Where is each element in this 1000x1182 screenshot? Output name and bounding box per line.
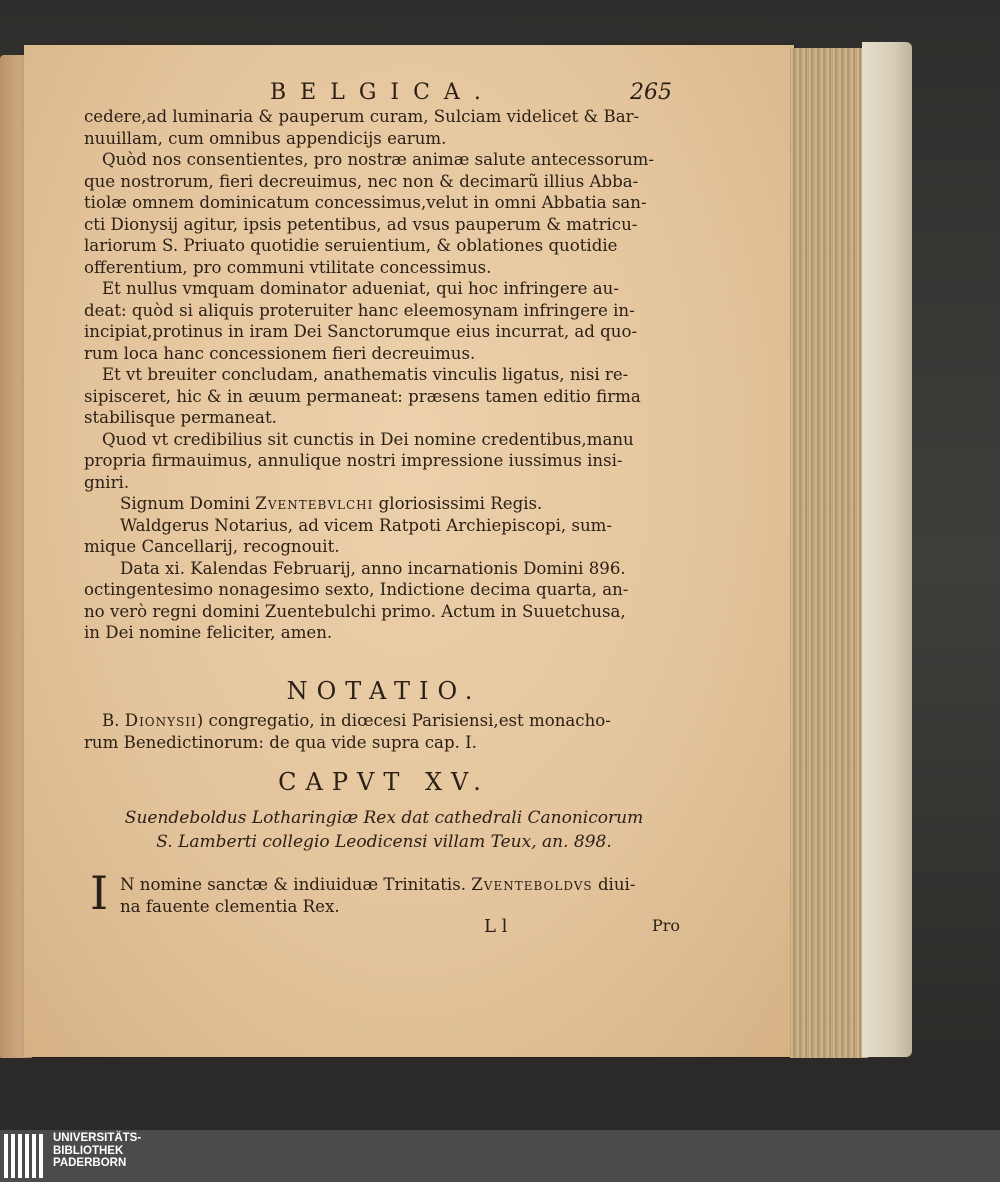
text-line: gniri.: [84, 472, 130, 492]
final-line-post: diui-: [597, 875, 636, 894]
text-line: in Dei nomine feliciter, amen.: [84, 623, 333, 642]
text-line: rum Benedictinorum: de qua vide supra cap. I.: [84, 732, 477, 752]
text-line: cedere,ad luminaria & pauperum curam, Sulciam videlicet & Bar-: [84, 107, 640, 126]
text-line: Et vt breuiter concludam, anathematis vinculis ligatus, nisi re-: [102, 365, 629, 384]
signum-pre: Signum Domini: [120, 494, 251, 513]
text-line: propria firmauimus, annulique nostri impressione iussimus insi-: [84, 451, 623, 470]
page-stack-edge: [790, 48, 868, 1058]
bottom-shadow: [0, 1058, 1000, 1130]
text-line: Quòd nos consentientes, pro nostræ animæ salute antecessorum-: [102, 150, 654, 169]
text-line: offerentium, pro communi vtilitate concessimus.: [84, 257, 492, 277]
notatio-name: Dionysii: [124, 711, 197, 730]
signature-mark: L l: [484, 916, 508, 937]
text-line: Et nullus vmquam dominator adueniat, qui hoc infringere au-: [102, 279, 619, 298]
text-line: Data xi. Kalendas Februarij, anno incarnationis Domini 896.: [120, 558, 626, 578]
text-line: nuuillam, cum omnibus appendicijs earum.: [84, 128, 447, 148]
body-text: [84, 106, 684, 644]
final-line-name: Zventeboldvs: [471, 875, 593, 894]
book-cover-edge: [862, 42, 912, 1057]
caput-heading: CAPVT XV.: [278, 768, 490, 796]
logo-line: PADERBORN: [53, 1157, 127, 1169]
final-line-pre: N nomine sanctæ & indiuiduæ Trinitatis.: [120, 875, 466, 894]
catchword: Pro: [652, 916, 681, 935]
notatio-line: [84, 710, 684, 732]
subtitle-line: S. Lamberti collegio Leodicensi villam Teux, an. 898.: [156, 832, 612, 852]
text-line: rum loca hanc concessionem fieri decreuimus.: [84, 343, 476, 363]
notatio-pre: B.: [102, 711, 120, 730]
text-line: deat: quòd si aliquis proteruiter hanc eleemosynam infringere in-: [84, 300, 635, 320]
signum-post: gloriosissimi Regis.: [378, 494, 543, 513]
running-head: BELGICA.: [270, 80, 495, 105]
text-line: incipiat,protinus in iram Dei Sanctorumque eius incurrat, ad quo-: [84, 322, 638, 341]
signum-line: [84, 493, 684, 515]
final-line: [120, 874, 720, 896]
text-line: que nostrorum, fieri decreuimus, nec non & decimarũ illius Abba-: [84, 171, 639, 191]
notatio-heading: NOTATIO.: [286, 677, 482, 705]
logo-line: BIBLIOTHEK: [53, 1144, 124, 1157]
subtitle-line: Suendeboldus Lotharingiæ Rex dat cathedrali Canonicorum: [124, 808, 644, 828]
library-footer: [0, 1130, 1000, 1182]
text-line: stabilisque permaneat.: [84, 408, 277, 427]
text-line: sipisceret, hic & in æuum permaneat: præsens tamen editio firma: [84, 386, 641, 406]
notatio-text: [84, 710, 684, 753]
text-line: na fauente clementia Rex.: [120, 896, 340, 916]
text-line: lariorum S. Priuato quotidie seruientium, & oblationes quotidie: [84, 236, 618, 255]
signum-name: Zventebvlchi: [255, 494, 374, 513]
text-line: octingentesimo nonagesimo sexto, Indictione decima quarta, an-: [84, 580, 629, 599]
text-line: cti Dionysij agitur, ipsis petentibus, ad vsus pauperum & matricu-: [84, 214, 638, 234]
text-line: mique Cancellarij, recognouit.: [84, 537, 340, 556]
text-line: Quod vt credibilius sit cunctis in Dei nomine credentibus,manu: [102, 429, 634, 449]
drop-capital: I: [90, 866, 109, 920]
library-logo-icon: [4, 1134, 44, 1178]
notatio-line1: ) congregatio, in diœcesi Parisiensi,est monacho-: [196, 711, 611, 730]
text-line: tiolæ omnem dominicatum concessimus,velut in omni Abbatia san-: [84, 193, 647, 212]
library-logo-text: [53, 1132, 141, 1170]
logo-line: UNIVERSITÄTS-: [53, 1132, 142, 1144]
text-line: no verò regni domini Zuentebulchi primo. Actum in Suuetchusa,: [84, 601, 626, 621]
final-text: [120, 874, 720, 917]
text-line: Waldgerus Notarius, ad vicem Ratpoti Archiepiscopi, sum-: [120, 515, 613, 535]
caput-subtitle: [84, 806, 684, 854]
page-number: 265: [630, 80, 672, 105]
